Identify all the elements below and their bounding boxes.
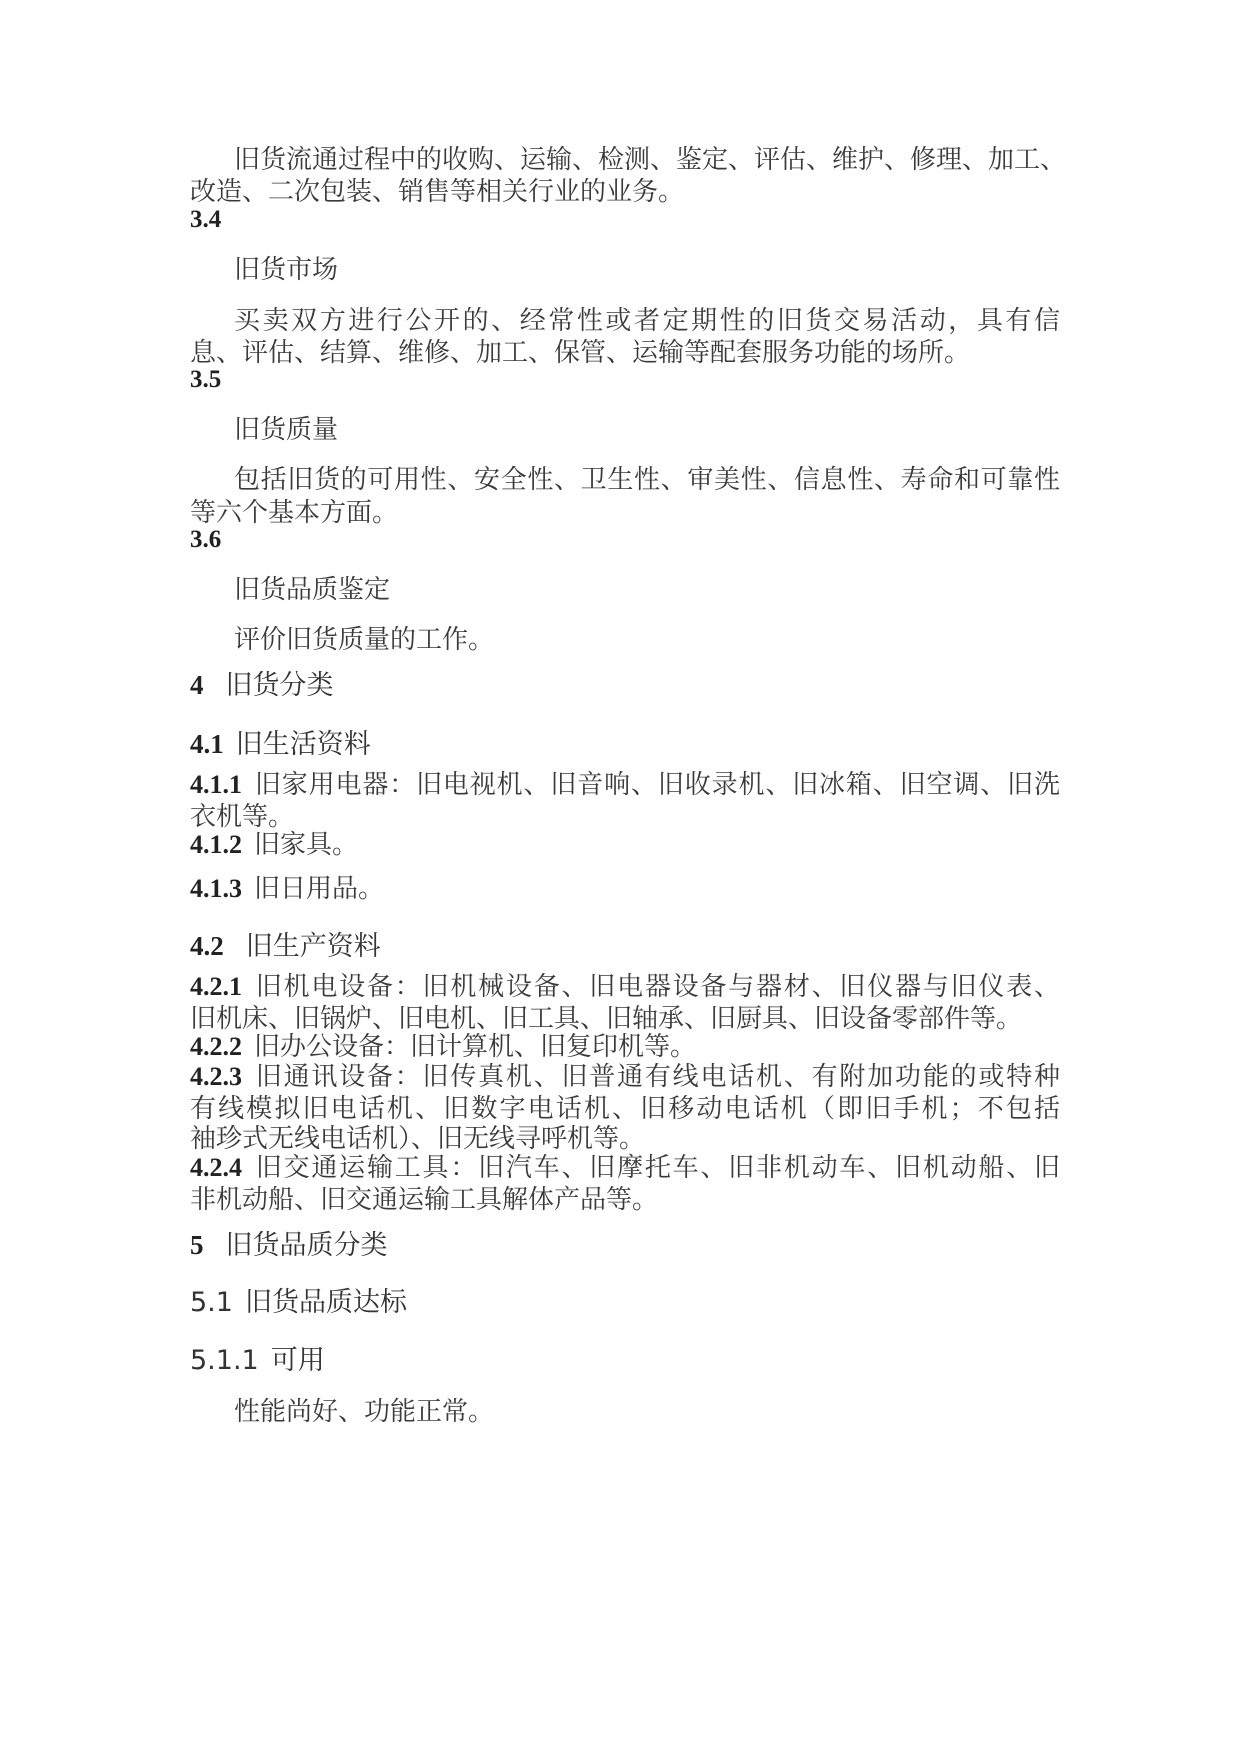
paragraph-line: 等六个基本方面。 bbox=[190, 498, 399, 528]
term-heading: 旧货品质鉴定 bbox=[234, 575, 391, 605]
section-number: 5.1 bbox=[190, 1287, 233, 1318]
subsection-title: 可用 bbox=[270, 1345, 325, 1376]
section-number: 4.2 bbox=[190, 931, 224, 961]
item-line: 非机动船、旧交通运输工具解体产品等。 bbox=[190, 1185, 659, 1215]
chapter-heading bbox=[190, 1228, 1060, 1263]
section-heading bbox=[190, 727, 1060, 762]
section-heading bbox=[190, 1286, 1060, 1320]
item-text: 旧办公设备：旧计算机、旧复印机等。 bbox=[254, 1032, 697, 1062]
item-number: 4.2.2 bbox=[190, 1032, 242, 1061]
section-number: 3.5 bbox=[190, 366, 222, 393]
term-heading: 旧货质量 bbox=[234, 415, 339, 445]
term-heading: 旧货市场 bbox=[234, 255, 339, 285]
paragraph-line: 性能尚好、功能正常。 bbox=[234, 1397, 495, 1427]
item-line: 衣机等。 bbox=[190, 802, 295, 832]
subsection-heading bbox=[190, 1344, 1060, 1378]
paragraph-line: 评价旧货质量的工作。 bbox=[234, 625, 495, 655]
item-number: 4.2.3 bbox=[190, 1062, 242, 1091]
chapter-title: 旧货品质分类 bbox=[225, 1230, 388, 1261]
item-line: 旧机床、旧锅炉、旧电机、旧工具、旧轴承、旧厨具、旧设备零部件等。 bbox=[190, 1004, 1023, 1034]
item-text: 旧家具。 bbox=[254, 830, 359, 860]
item-line: 袖珍式无线电话机）、旧无线寻呼机等。 bbox=[190, 1124, 646, 1154]
paragraph-line: 包括旧货的可用性、安全性、卫生性、审美性、信息性、寿命和可靠性 bbox=[234, 465, 1060, 495]
item-text: 旧机电设备：旧机械设备、旧电器设备与器材、旧仪器与旧仪表、 bbox=[254, 972, 1060, 1002]
item-line bbox=[190, 1151, 1060, 1185]
section-number: 3.6 bbox=[190, 526, 222, 553]
item-text: 旧家用电器：旧电视机、旧音响、旧收录机、旧冰箱、旧空调、旧洗 bbox=[254, 770, 1060, 800]
item-text: 旧交通运输工具：旧汽车、旧摩托车、旧非机动车、旧机动船、旧 bbox=[254, 1153, 1060, 1183]
item-line: 有线模拟旧电话机、旧数字电话机、旧移动电话机（即旧手机；不包括 bbox=[190, 1094, 1060, 1124]
section-title: 旧生产资料 bbox=[245, 931, 381, 962]
paragraph-line: 息、评估、结算、维修、加工、保管、运输等配套服务功能的场所。 bbox=[190, 338, 971, 368]
paragraph-line: 买卖双方进行公开的、经常性或者定期性的旧货交易活动，具有信 bbox=[234, 306, 1060, 336]
item-number: 4.1.2 bbox=[190, 830, 242, 859]
section-number: 3.4 bbox=[190, 206, 222, 233]
item-number: 4.1.3 bbox=[190, 874, 242, 903]
item-number: 4.1.1 bbox=[190, 770, 242, 799]
chapter-number: 5 bbox=[190, 1230, 204, 1260]
item-number: 4.2.1 bbox=[190, 972, 242, 1001]
section-title-b: 品质达标 bbox=[298, 1287, 407, 1318]
item-line bbox=[190, 970, 1060, 1004]
item-line bbox=[190, 872, 1060, 906]
item-line bbox=[190, 1060, 1060, 1094]
item-line bbox=[190, 768, 1060, 802]
item-text: 旧日用品。 bbox=[254, 874, 385, 904]
chapter-number: 4 bbox=[190, 670, 204, 700]
item-line bbox=[190, 828, 1060, 862]
chapter-heading bbox=[190, 668, 1060, 703]
paragraph-line: 改造、二次包装、销售等相关行业的业务。 bbox=[190, 177, 685, 207]
section-heading bbox=[190, 929, 1060, 964]
paragraph-line: 旧货流通过程中的收购、运输、检测、鉴定、评估、维护、修理、加工、 bbox=[234, 145, 1067, 175]
subsection-number: 5.1.1 bbox=[190, 1345, 259, 1376]
item-line bbox=[190, 1030, 1060, 1064]
section-title-a: 旧货 bbox=[244, 1287, 299, 1318]
section-title: 旧生活资料 bbox=[235, 729, 371, 760]
chapter-title: 旧货分类 bbox=[225, 670, 334, 701]
item-number: 4.2.4 bbox=[190, 1153, 242, 1182]
section-number: 4.1 bbox=[190, 729, 224, 759]
item-text: 旧通讯设备：旧传真机、旧普通有线电话机、有附加功能的或特种 bbox=[254, 1062, 1060, 1092]
